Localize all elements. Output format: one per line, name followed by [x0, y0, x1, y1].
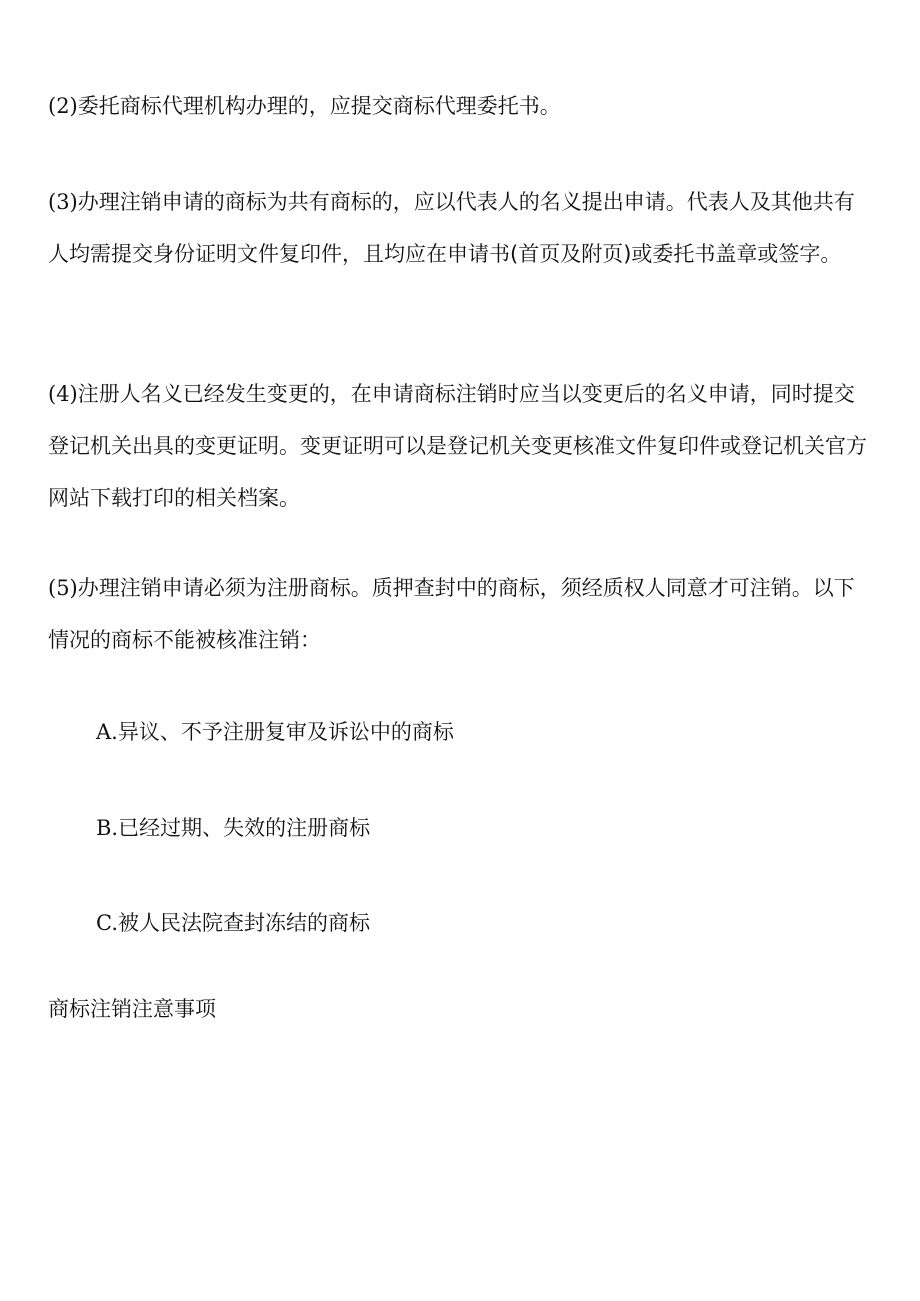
list-item-letter: A. — [96, 720, 118, 744]
paragraph-number: (5) — [48, 576, 78, 600]
footer-heading: 商标注销注意事项 — [48, 997, 216, 1021]
paragraph-text: 委托商标代理机构办理的，应提交商标代理委托书。 — [77, 94, 561, 118]
list-item-letter: C. — [96, 911, 118, 935]
list-item-b — [96, 813, 370, 843]
list-item-a — [96, 717, 454, 747]
paragraph-number: (2) — [48, 94, 78, 118]
list-item-c — [96, 908, 370, 938]
paragraph-text: 注册人名义已经发生变更的，在申请商标注销时应当以变更后的名义申请，同时提交登记机关出具的变更证明。变更证明可以是登记机关变更核准文件复印件或登记机关官方网站下载打印的相关档案。 — [48, 382, 867, 510]
paragraph-4 — [48, 368, 874, 524]
list-item-text: 已经过期、失效的注册商标 — [118, 816, 371, 840]
paragraph-number: (3) — [48, 190, 78, 214]
paragraph-text: 办理注销申请的商标为共有商标的，应以代表人的名义提出申请。代表人及其他共有人均需提交身份证明文件复印件，且均应在申请书(首页及附页)或委托书盖章或签字。 — [48, 190, 855, 266]
list-item-text: 被人民法院查封冻结的商标 — [118, 911, 370, 935]
paragraph-text: 办理注销申请必须为注册商标。质押查封中的商标，须经质权人同意才可注销。以下情况的商标不能被核准注销： — [48, 576, 855, 652]
paragraph-5 — [48, 562, 874, 666]
list-item-letter: B. — [96, 816, 119, 840]
paragraph-3 — [48, 176, 874, 280]
paragraph-number: (4) — [48, 382, 78, 406]
paragraph-2 — [48, 80, 874, 132]
list-item-text: 异议、不予注册复审及诉讼中的商标 — [117, 720, 454, 744]
